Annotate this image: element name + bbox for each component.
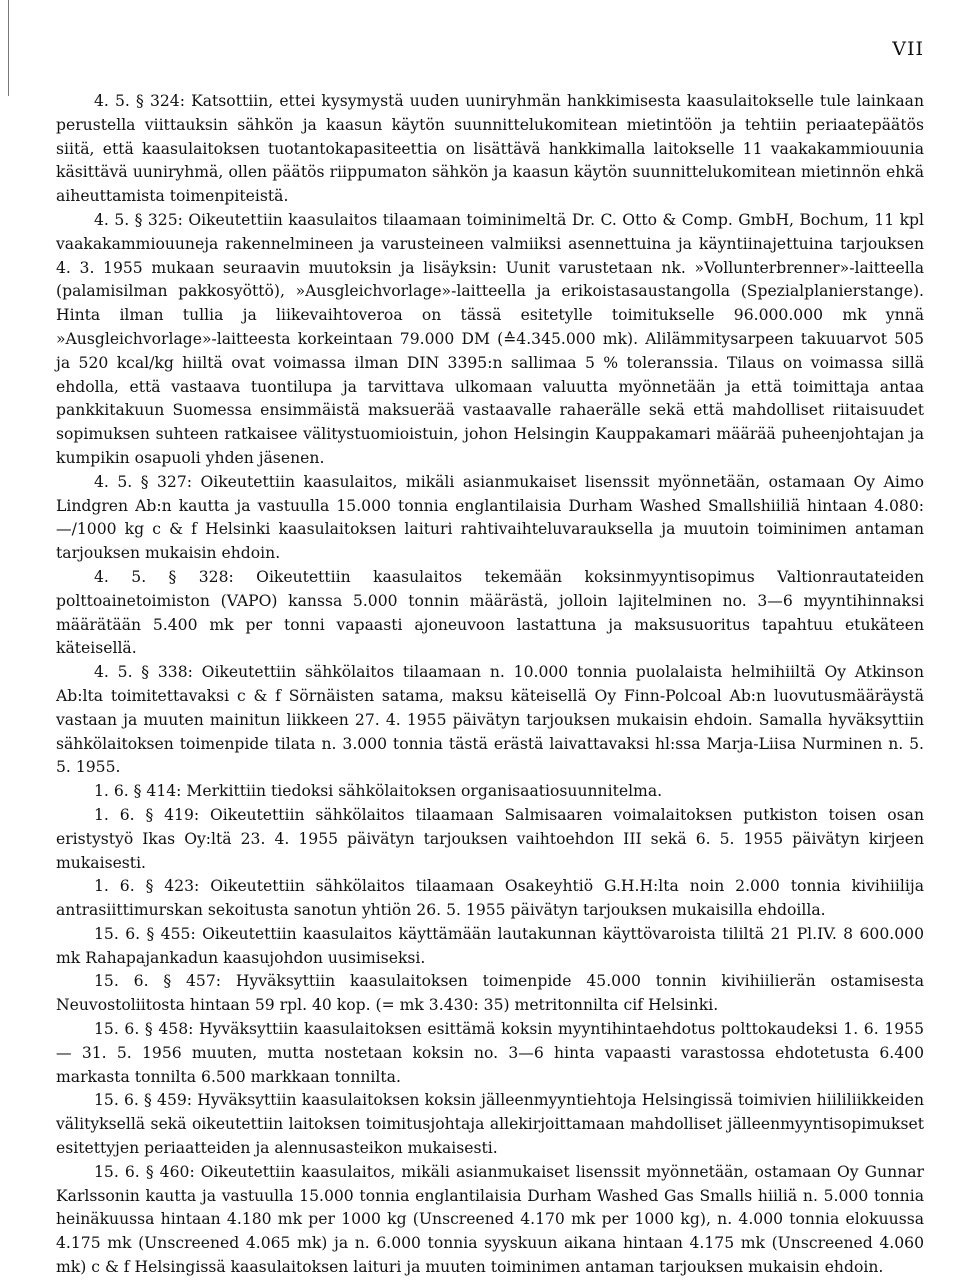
paragraph-328: 4. 5. § 328: Oikeutettiin kaasulaitos tekemään koksinmyyntisopimus Valtionrautateiden polttoainetoimiston (VAPO) kanssa 5.000 tonnin määrästä, jolloin lajitelminen no. 3—6 myyntihinnaksi määrätään 5.400 mk per tonni vapaasti ajoneuvoon lastattuna ja maksusuoritus tapahtuu etukäteen käteisellä. <box>56 567 924 658</box>
document-page <box>56 0 924 1283</box>
paragraph-458: 15. 6. § 458: Hyväksyttiin kaasulaitoksen esittämä koksin myyntihintaehdotus polttokaudeksi 1. 6. 1955 — 31. 5. 1956 muuten, mutta nostetaan koksin no. 3—6 hinta vapaasti varastossa ehdotetusta 6.400 markasta tonnilta 6.500 markkaan tonnilta. <box>56 1020 924 1086</box>
document-body <box>56 90 924 1280</box>
paragraph-325: 4. 5. § 325: Oikeutettiin kaasulaitos tilaamaan toiminimeltä Dr. C. Otto & Comp. GmbH, Bochum, 11 kpl vaakakammiouuneja rakennelmineen ja varusteineen valmiiksi asennettuina ja käyntiinajettuina tarjouksen 4. 3. 1955 mukaan seuraavin muutoksin ja lisäyksin: Uunit varustetaan nk. »Vollunterbrenner»-laitteella (palamisilman pakkosyöttö), »Ausgleichvorlage»-laitteella ja erikoistasaustangolla (Spezialplanierstange). Hinta ilman tullia ja liikevaihtoveroa on tässä esitetylle toimitukselle 96.000.000 mk ynnä »Ausgleichvorlage»-laitteesta korkeintaan 79.000 DM (≙4.345.000 mk). Alilämmitysarpeen takuuarvot 505 ja 520 kcal/kg hiiltä ovat voimassa ilman DIN 3395:n sallimaa 5 % toleranssia. Tilaus on voimassa sillä ehdolla, että vastaava tuontilupa ja tarvittava ulkomaan valuutta myönnetään ja että toimittaja antaa pankkitakuun Suomessa ensimmäistä maksuerää vastaavalle rahaerälle sekä että mahdolliset riitaisuudet sopimuksen suhteen ratkaisee välitystuomioistuin, johon Helsingin Kauppakamari määrää puheenjohtajan ja kumpikin osapuoli yhden jäsenen. <box>56 210 924 467</box>
paragraph-324: 4. 5. § 324: Katsottiin, ettei kysymystä uuden uuniryhmän hankkimisesta kaasulaitokselle tule lainkaan perustella viittauksin sähkön ja kaasun käytön suunnittelukomitean mietintöön ja tehtiin periaatepäätös siitä, että kaasulaitoksen tuotantokapasiteettia on lisättävä hankkimalla laitokselle 11 vaakakammiouunia käsittävä uuniryhmä, ollen päätös riippumaton sähkön ja kaasun käytön suunnittelukomitean mietinnön ehkä aiheuttamista toimenpiteistä. <box>56 92 924 206</box>
page-number: VII <box>892 38 924 60</box>
paragraph-338: 4. 5. § 338: Oikeutettiin sähkölaitos tilaamaan n. 10.000 tonnia puolalaista helmihiiltä Oy Atkinson Ab:lta toimitettavaksi c & f Sörnäisten satama, maksu käteisellä Oy Finn-Polcoal Ab:n luovutusmääräystä vastaan ja muuten mainitun liikkeen 27. 4. 1955 päivätyn tarjouksen mukaisin ehdoin. Samalla hyväksyttiin sähkölaitoksen toimenpide tilata n. 3.000 tonnia tästä erästä laivattavaksi hl:ssa Marja-Liisa Nurminen n. 5. 5. 1955. <box>56 663 924 777</box>
paragraph-459: 15. 6. § 459: Hyväksyttiin kaasulaitoksen koksin jälleenmyyntiehtoja Helsingissä toimivien hiililiikkeiden välityksellä sekä oikeutettiin laitoksen toimitusjohtaja allekirjoittamaan mahdolliset jälleenmyyntisopimukset esitettyjen periaatteiden ja alennusasteikon mukaisesti. <box>56 1091 924 1158</box>
scan-margin-line <box>8 0 9 96</box>
paragraph-455: 15. 6. § 455: Oikeutettiin kaasulaitos käyttämään lautakunnan käyttövaroista tililtä 21 Pl.IV. 8 600.000 mk Rahapajankadun kaasujohdon uusimiseksi. <box>56 924 924 967</box>
paragraph-327: 4. 5. § 327: Oikeutettiin kaasulaitos, mikäli asianmukaiset lisenssit myönnetään, ostamaan Oy Aimo Lindgren Ab:n kautta ja vastuulla 15.000 tonnia englantilaisia Durham Washed Smallshiiliä hintaan 4.080: —/1000 kg c & f Helsinki kaasulaitoksen laituri rahtivaihteluvarauksella ja muutoin toiminimen antaman tarjouksen mukaisin ehdoin. <box>56 472 924 563</box>
paragraph-414: 1. 6. § 414: Merkittiin tiedoksi sähkölaitoksen organisaatiosuunnitelma. <box>94 782 663 801</box>
paragraph-419: 1. 6. § 419: Oikeutettiin sähkölaitos tilaamaan Salmisaaren voimalaitoksen putkiston toisen osan eristystyö Ikas Oy:ltä 23. 4. 1955 päivätyn tarjouksen vaihtoehdon III sekä 6. 5. 1955 päivätyn kirjeen mukaisesti. <box>56 805 924 872</box>
paragraph-423: 1. 6. § 423: Oikeutettiin sähkölaitos tilaamaan Osakeyhtiö G.H.H:lta noin 2.000 tonnia kivihiilija antrasiittimurskan sekoitusta sanotun yhtiön 26. 5. 1955 päivätyn tarjouksen mukaisilla ehdoilla. <box>56 877 924 920</box>
paragraph-460: 15. 6. § 460: Oikeutettiin kaasulaitos, mikäli asianmukaiset lisenssit myönnetään, ostamaan Oy Gunnar Karlssonin kautta ja vastuulla 15.000 tonnia englantilaisia Durham Washed Gas Smalls hiiliä n. 5.000 tonnia heinäkuussa hintaan 4.180 mk per 1000 kg (Unscreened 4.170 mk per 1000 kg), n. 4.000 tonnia elokuussa 4.175 mk (Unscreened 4.065 mk) ja n. 6.000 tonnia syyskuun aikana hintaan 4.175 mk (Unscreened 4.060 mk) c & f Helsingissä kaasulaitoksen laituri ja muuten toiminimen antaman tarjouksen mukaisin ehdoin. <box>56 1162 924 1277</box>
paragraph-457: 15. 6. § 457: Hyväksyttiin kaasulaitoksen toimenpide 45.000 tonnin kivihiilierän ostamisesta Neuvostoliitosta hintaan 59 rpl. 40 kop. (= mk 3.430: 35) metritonnilta cif Helsinki. <box>56 972 924 1015</box>
